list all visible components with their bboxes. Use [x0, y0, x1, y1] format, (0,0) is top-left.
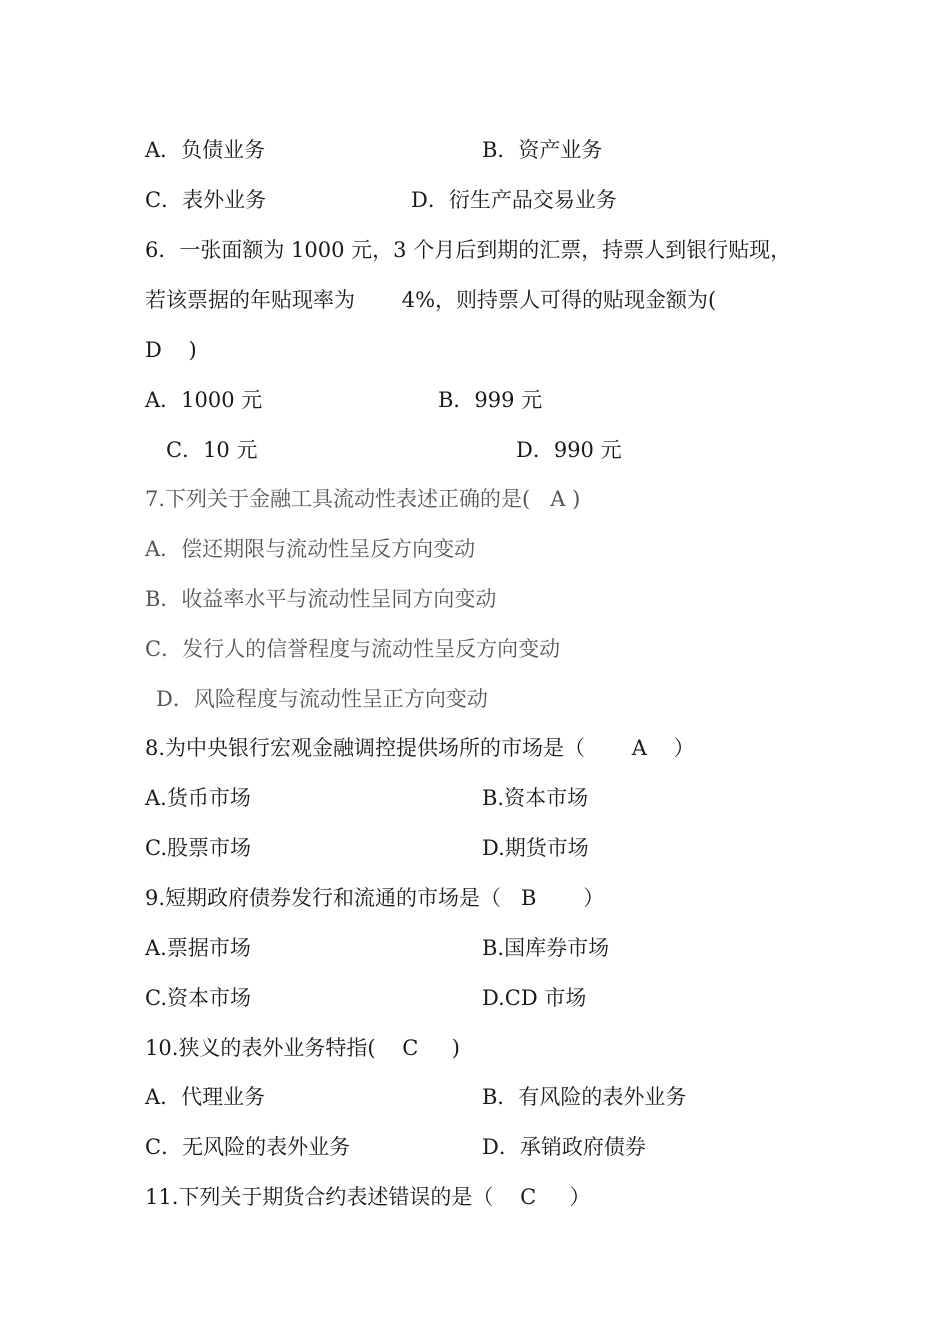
q5-option-d: D．衍生产品交易业务 — [411, 188, 617, 212]
q6-stem-line2: 若该票据的年贴现率为 4%，则持票人可得的贴现金额为( — [145, 288, 717, 312]
q5-option-c: C．表外业务 — [145, 188, 267, 212]
q10-option-c: C．无风险的表外业务 — [145, 1135, 351, 1159]
q5-option-b: B．资产业务 — [482, 138, 603, 162]
q8-option-b: B.资本市场 — [482, 786, 589, 810]
q6-option-a: A．1000 元 — [145, 388, 263, 412]
q8-stem: 8.为中央银行宏观金融调控提供场所的市场是（ A ） — [145, 736, 695, 760]
q8-option-a: A.货币市场 — [145, 786, 251, 810]
q6-answer: D ) — [145, 338, 197, 362]
q10-option-b: B．有风险的表外业务 — [482, 1085, 687, 1109]
q8-option-c: C.股票市场 — [145, 836, 251, 860]
q7-option-c: C．发行人的信誉程度与流动性呈反方向变动 — [145, 637, 561, 661]
q6-stem-line1: 6．一张面额为 1000 元，3 个月后到期的汇票，持票人到银行贴现， — [145, 238, 792, 262]
q11-stem: 11.下列关于期货合约表述错误的是（ C ） — [145, 1185, 591, 1209]
q6-option-d: D．990 元 — [516, 438, 622, 462]
q10-option-a: A．代理业务 — [145, 1085, 266, 1109]
q6-option-c: C．10 元 — [166, 438, 258, 462]
q7-stem: 7.下列关于金融工具流动性表述正确的是( A ) — [145, 487, 581, 511]
q8-option-d: D.期货市场 — [482, 836, 589, 860]
q10-option-d: D．承销政府债券 — [482, 1135, 646, 1159]
q6-option-b: B．999 元 — [438, 388, 543, 412]
q7-option-d: D．风险程度与流动性呈正方向变动 — [156, 687, 488, 711]
q9-option-b: B.国库券市场 — [482, 936, 610, 960]
q7-option-b: B．收益率水平与流动性呈同方向变动 — [145, 587, 497, 611]
q10-stem: 10.狭义的表外业务特指( C ) — [145, 1036, 460, 1060]
q7-option-a: A．偿还期限与流动性呈反方向变动 — [145, 537, 476, 561]
q9-option-d: D.CD 市场 — [482, 986, 587, 1010]
q9-option-a: A.票据市场 — [145, 936, 251, 960]
q5-option-a: A．负债业务 — [145, 138, 266, 162]
q9-option-c: C.资本市场 — [145, 986, 251, 1010]
q9-stem: 9.短期政府债券发行和流通的市场是（ B ） — [145, 886, 605, 910]
